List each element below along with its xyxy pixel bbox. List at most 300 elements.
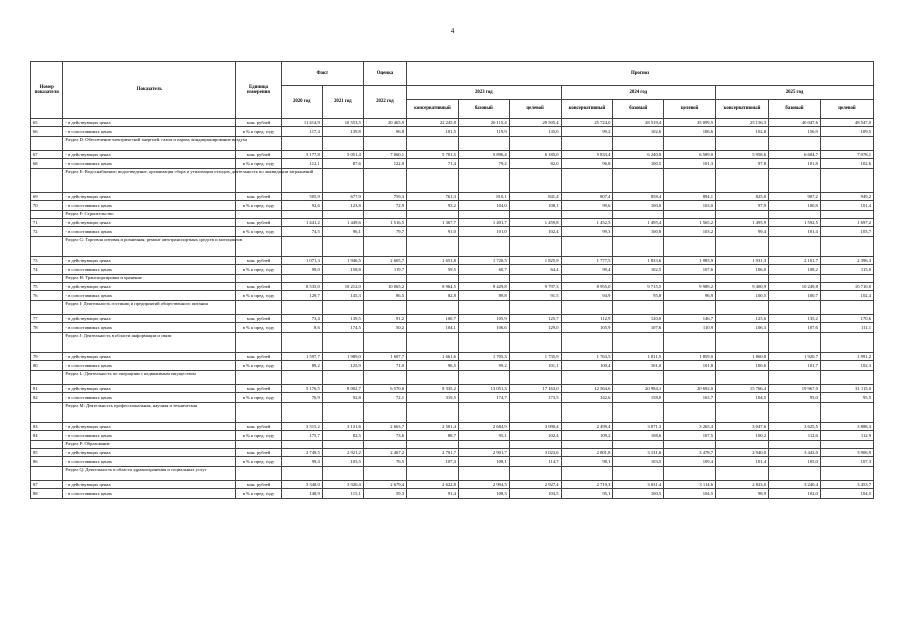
table-row	[31, 265, 874, 275]
value-cell: 122,0	[363, 159, 406, 169]
table-row	[31, 257, 874, 265]
empty-cell	[407, 137, 459, 151]
value-cell: 73,4	[281, 315, 322, 323]
value-cell: 100,8	[613, 227, 664, 237]
unit-cell: в % к пред. году	[236, 323, 281, 333]
value-cell: 3 906,9	[820, 449, 873, 457]
value-cell: 93,2	[407, 201, 459, 211]
value-cell: 10 249,8	[769, 283, 821, 291]
value-cell: 100,2	[716, 431, 769, 441]
value-cell: 1 565,2	[664, 219, 716, 227]
indicator-name: - в действующих ценах	[63, 481, 236, 489]
empty-cell	[322, 441, 363, 449]
unit-cell: млн. рублей	[236, 193, 281, 201]
value-cell: 2 101,7	[769, 257, 821, 265]
empty-cell	[664, 169, 716, 193]
value-cell: 3 071,3	[613, 423, 664, 431]
value-cell: 101,8	[769, 159, 821, 169]
value-cell: 96,8	[561, 159, 613, 169]
unit-cell: млн. рублей	[236, 119, 281, 127]
value-cell: 25 724,0	[561, 119, 613, 127]
value-cell: 96,1	[322, 227, 363, 237]
empty-cell	[458, 441, 509, 449]
value-cell: 120,0	[613, 315, 664, 323]
empty-cell	[236, 467, 281, 481]
value-cell: 106,6	[458, 323, 509, 333]
value-cell: 10 710,0	[820, 283, 873, 291]
unit-cell: в % к пред. году	[236, 393, 281, 403]
empty-cell	[363, 137, 406, 151]
unit-cell: в % к пред. году	[236, 361, 281, 371]
unit-cell: в % к пред. году	[236, 431, 281, 441]
empty-cell	[363, 301, 406, 315]
value-cell: 1 989,0	[322, 353, 363, 361]
value-cell: 505,9	[281, 193, 322, 201]
table-row	[31, 119, 874, 127]
empty-cell	[363, 333, 406, 353]
indicator-name: - в действующих ценах	[63, 219, 236, 227]
empty-cell	[509, 211, 561, 219]
section-title: Раздел P: Образование	[63, 441, 236, 449]
value-cell: 99,4	[281, 457, 322, 467]
value-cell: 9 429,8	[458, 283, 509, 291]
table-row	[31, 423, 874, 431]
empty-cell	[820, 137, 873, 151]
value-cell: 5 177,8	[281, 151, 322, 159]
value-cell: 102,6	[820, 159, 873, 169]
empty-cell	[561, 467, 613, 481]
empty-cell	[458, 237, 509, 257]
table-row	[31, 489, 874, 499]
section-title: Раздел F: Строительство	[63, 211, 236, 219]
section-num-cell	[31, 333, 63, 353]
value-cell: 87,6	[322, 159, 363, 169]
empty-cell	[236, 333, 281, 353]
value-cell: 96,8	[363, 127, 406, 137]
value-cell: 79,2	[458, 159, 509, 169]
header-scenario: базовый	[613, 100, 664, 119]
empty-cell	[407, 169, 459, 193]
value-cell: 7 078,1	[820, 151, 873, 159]
empty-cell	[322, 333, 363, 353]
empty-cell	[716, 403, 769, 423]
empty-cell	[322, 169, 363, 193]
empty-cell	[613, 275, 664, 283]
unit-cell: в % к пред. году	[236, 489, 281, 499]
value-cell: 5 833,4	[561, 151, 613, 159]
value-cell: 100,7	[769, 291, 821, 301]
section-num-cell	[31, 137, 63, 151]
value-cell: 1 777,5	[561, 257, 613, 265]
value-cell: 119,7	[363, 265, 406, 275]
value-cell: 107,6	[769, 323, 821, 333]
row-number: 79	[31, 353, 63, 361]
value-cell: 108,6	[613, 431, 664, 441]
empty-cell	[363, 237, 406, 257]
value-cell: 105,0	[769, 457, 821, 467]
value-cell: 89,8	[458, 291, 509, 301]
indicator-name: - в действующих ценах	[63, 423, 236, 431]
value-cell: 10 212,0	[322, 283, 363, 291]
value-cell: 139,5	[322, 315, 363, 323]
header-year-2021: 2021 год	[322, 86, 363, 119]
row-number: 68	[31, 159, 63, 169]
value-cell: 50,2	[363, 323, 406, 333]
unit-cell: млн. рублей	[236, 385, 281, 393]
value-cell: 97,9	[716, 201, 769, 211]
value-cell: 8 955,0	[561, 283, 613, 291]
empty-cell	[613, 237, 664, 257]
value-cell: 101,4	[820, 201, 873, 211]
value-cell: 170,6	[820, 315, 873, 323]
empty-cell	[322, 467, 363, 481]
empty-cell	[322, 211, 363, 219]
value-cell: 5 896,4	[458, 151, 509, 159]
row-number: 76	[31, 291, 63, 301]
value-cell: 2 663,7	[363, 423, 406, 431]
header-year-2025: 2025 год	[716, 86, 874, 100]
value-cell: 6 604,7	[769, 151, 821, 159]
empty-cell	[458, 137, 509, 151]
empty-cell	[664, 333, 716, 353]
indicator-name: - в действующих ценах	[63, 449, 236, 457]
header-unit: Единица измерения	[236, 62, 281, 119]
value-cell: 135,0	[509, 127, 561, 137]
value-cell: 8 335,2	[407, 385, 459, 393]
value-cell: 100,6	[716, 361, 769, 371]
table-row	[31, 323, 874, 333]
empty-cell	[236, 441, 281, 449]
value-cell: 99,4	[716, 227, 769, 237]
section-title: Раздел M: Деятельность профессиональная, научная и техническая	[63, 403, 236, 423]
value-cell: 91,4	[407, 489, 459, 499]
section-num-cell	[31, 211, 63, 219]
section-title: Раздел L: Деятельность по операциям с недвижимым имуществом	[63, 371, 236, 385]
unit-cell: в % к пред. году	[236, 265, 281, 275]
value-cell: 73,6	[363, 431, 406, 441]
empty-cell	[664, 403, 716, 423]
unit-cell: млн. рублей	[236, 283, 281, 291]
empty-cell	[407, 237, 459, 257]
empty-cell	[820, 467, 873, 481]
value-cell: 125,6	[716, 315, 769, 323]
empty-cell	[407, 275, 459, 283]
empty-cell	[716, 371, 769, 385]
section-num-cell	[31, 467, 63, 481]
empty-cell	[322, 301, 363, 315]
value-cell: 25 156,3	[716, 119, 769, 127]
value-cell: 107,5	[664, 431, 716, 441]
value-cell: 86,5	[363, 291, 406, 301]
value-cell: 9 715,5	[613, 283, 664, 291]
value-cell: 6 185,0	[509, 151, 561, 159]
value-cell: 99,2	[561, 127, 613, 137]
empty-cell	[664, 137, 716, 151]
empty-cell	[407, 441, 459, 449]
value-cell: 174,7	[458, 393, 509, 403]
empty-cell	[322, 137, 363, 151]
value-cell: 13 051,3	[458, 385, 509, 393]
value-cell: 5 176,5	[281, 385, 322, 393]
value-cell: 1 495,9	[716, 219, 769, 227]
value-cell: 59,3	[363, 489, 406, 499]
value-cell: 114,7	[509, 457, 561, 467]
empty-cell	[458, 275, 509, 283]
value-cell: 111,1	[820, 323, 873, 333]
value-cell: 20 465,9	[363, 119, 406, 127]
empty-cell	[613, 301, 664, 315]
value-cell: 15 766,4	[716, 385, 769, 393]
empty-cell	[820, 441, 873, 449]
value-cell: 95,1	[561, 489, 613, 499]
row-number: 83	[31, 423, 63, 431]
value-cell: 95,5	[820, 393, 873, 403]
indicator-name: - в сопоставимых ценах	[63, 323, 236, 333]
empty-cell	[613, 137, 664, 151]
empty-cell	[281, 237, 322, 257]
section-row	[31, 137, 874, 151]
unit-cell: в % к пред. году	[236, 201, 281, 211]
value-cell: 98,9	[716, 489, 769, 499]
empty-cell	[407, 333, 459, 353]
empty-cell	[236, 211, 281, 219]
empty-cell	[281, 371, 322, 385]
indicator-name: - в действующих ценах	[63, 315, 236, 323]
value-cell: 71,4	[407, 159, 459, 169]
value-cell: 3 315,2	[281, 423, 322, 431]
value-cell: 112,6	[769, 431, 821, 441]
value-cell: 8 535,0	[281, 283, 322, 291]
value-cell: 825,0	[716, 193, 769, 201]
value-cell: 100,5	[613, 489, 664, 499]
value-cell: 1 516,5	[363, 219, 406, 227]
value-cell: 20 692,0	[664, 385, 716, 393]
indicator-name: - в действующих ценах	[63, 151, 236, 159]
table-row	[31, 393, 874, 403]
empty-cell	[561, 371, 613, 385]
value-cell: 2 940,0	[716, 449, 769, 457]
empty-cell	[281, 403, 322, 423]
value-cell: 109,2	[561, 431, 613, 441]
empty-cell	[458, 467, 509, 481]
indicator-name: - в сопоставимых ценах	[63, 265, 236, 275]
header-scenario: консервативный	[407, 100, 459, 119]
indicator-name: - в действующих ценах	[63, 385, 236, 393]
value-cell: 28 519,4	[613, 119, 664, 127]
table-row	[31, 159, 874, 169]
value-cell: 5 958,6	[716, 151, 769, 159]
value-cell: 106,6	[664, 127, 716, 137]
value-cell: 96,5	[407, 361, 459, 371]
value-cell: 8 002,7	[322, 385, 363, 393]
value-cell: 129,7	[281, 291, 322, 301]
value-cell: 148,9	[281, 489, 322, 499]
value-cell: 100,8	[769, 201, 821, 211]
value-cell: 1 495,4	[613, 219, 664, 227]
value-cell: 107,6	[664, 265, 716, 275]
empty-cell	[769, 441, 821, 449]
section-num-cell	[31, 169, 63, 193]
value-cell: 22 245,8	[407, 119, 459, 127]
value-cell: 125,7	[509, 315, 561, 323]
section-title: Раздел G: Торговля оптовая и розничная; ремонт автотранспортных средств и мотоциклов	[63, 237, 236, 257]
forecast-table	[30, 61, 874, 499]
value-cell: 3 131,6	[613, 449, 664, 457]
empty-cell	[664, 211, 716, 219]
value-cell: 89,2	[281, 361, 322, 371]
empty-cell	[769, 211, 821, 219]
header-scenario: целевой	[664, 100, 716, 119]
value-cell: 3 090,4	[509, 423, 561, 431]
value-cell: 92,6	[281, 201, 322, 211]
value-cell: 8,6	[281, 323, 322, 333]
page-number: 4	[450, 27, 455, 35]
value-cell: 2 622,8	[407, 481, 459, 489]
section-num-cell	[31, 237, 63, 257]
value-cell: 103,2	[664, 227, 716, 237]
row-number: 69	[31, 193, 63, 201]
value-cell: 99,3	[561, 227, 613, 237]
value-cell: 100,7	[407, 315, 459, 323]
empty-cell	[664, 467, 716, 481]
value-cell: 142,6	[561, 393, 613, 403]
empty-cell	[458, 211, 509, 219]
value-cell: 97,8	[716, 159, 769, 169]
empty-cell	[769, 467, 821, 481]
empty-cell	[561, 333, 613, 353]
value-cell: 2 396,3	[820, 257, 873, 265]
row-number: 66	[31, 127, 63, 137]
value-cell: 119,9	[458, 127, 509, 137]
empty-cell	[716, 169, 769, 193]
value-cell: 858,4	[613, 193, 664, 201]
section-num-cell	[31, 371, 63, 385]
value-cell: 2 679,4	[363, 481, 406, 489]
value-cell: 3 926,4	[322, 481, 363, 489]
row-number: 72	[31, 227, 63, 237]
indicator-name: - в действующих ценах	[63, 353, 236, 361]
value-cell: 3 265,4	[664, 423, 716, 431]
empty-cell	[281, 137, 322, 151]
header-scenario: базовый	[458, 100, 509, 119]
value-cell: 1 920,7	[769, 353, 821, 361]
value-cell: 1 071,3	[281, 257, 322, 265]
empty-cell	[458, 333, 509, 353]
value-cell: 17 163,0	[509, 385, 561, 393]
value-cell: 1 859,0	[664, 353, 716, 361]
empty-cell	[613, 467, 664, 481]
table-row	[31, 481, 874, 489]
value-cell: 7 060,1	[363, 151, 406, 159]
value-cell: 2 467,2	[363, 449, 406, 457]
section-row	[31, 275, 874, 283]
empty-cell	[613, 441, 664, 449]
value-cell: 1 651,8	[407, 257, 459, 265]
indicator-name: - в сопоставимых ценах	[63, 291, 236, 301]
table-row	[31, 151, 874, 159]
empty-cell	[363, 211, 406, 219]
table-row	[31, 385, 874, 393]
value-cell: 677,9	[322, 193, 363, 201]
value-cell: 108,1	[458, 457, 509, 467]
value-cell: 2 605,7	[363, 257, 406, 265]
indicator-name: - в сопоставимых ценах	[63, 431, 236, 441]
value-cell: 129,0	[509, 323, 561, 333]
value-cell: 2 801,8	[561, 449, 613, 457]
empty-cell	[716, 237, 769, 257]
value-cell: 99,2	[458, 361, 509, 371]
value-cell: 109,4	[664, 457, 716, 467]
value-cell: 1 825,9	[509, 257, 561, 265]
value-cell: 894,1	[664, 193, 716, 201]
value-cell: 3 240,4	[769, 481, 821, 489]
value-cell: 104,0	[458, 201, 509, 211]
value-cell: 1 735,9	[509, 353, 561, 361]
value-cell: 95,1	[458, 431, 509, 441]
empty-cell	[664, 275, 716, 283]
empty-cell	[509, 301, 561, 315]
value-cell: 107,3	[820, 457, 873, 467]
table-row	[31, 283, 874, 291]
unit-cell: млн. рублей	[236, 481, 281, 489]
empty-cell	[613, 169, 664, 193]
row-number: 85	[31, 449, 63, 457]
indicator-name: - в действующих ценах	[63, 193, 236, 201]
empty-cell	[613, 211, 664, 219]
section-num-cell	[31, 403, 63, 423]
unit-cell: млн. рублей	[236, 423, 281, 431]
section-row	[31, 333, 874, 353]
value-cell: 3 031,4	[613, 481, 664, 489]
section-row	[31, 211, 874, 219]
empty-cell	[716, 211, 769, 219]
unit-cell: млн. рублей	[236, 449, 281, 457]
empty-cell	[458, 403, 509, 423]
empty-cell	[820, 403, 873, 423]
unit-cell: в % к пред. году	[236, 127, 281, 137]
value-cell: 2 701,7	[407, 449, 459, 457]
value-cell: 1 367,7	[407, 219, 459, 227]
header-year-2024: 2024 год	[561, 86, 716, 100]
empty-cell	[820, 301, 873, 315]
value-cell: 104,5	[664, 489, 716, 499]
value-cell: 26 115,4	[458, 119, 509, 127]
table-row	[31, 431, 874, 441]
empty-cell	[509, 403, 561, 423]
value-cell: 810,1	[458, 193, 509, 201]
empty-cell	[458, 371, 509, 385]
row-number: 82	[31, 393, 63, 403]
row-number: 86	[31, 457, 63, 467]
value-cell: 103,5	[613, 457, 664, 467]
indicator-name: - в сопоставимых ценах	[63, 227, 236, 237]
value-cell: 35 099,5	[664, 119, 716, 127]
empty-cell	[281, 301, 322, 315]
section-row	[31, 467, 874, 481]
empty-cell	[407, 371, 459, 385]
row-number: 71	[31, 219, 63, 227]
value-cell: 841,4	[509, 193, 561, 201]
empty-cell	[820, 237, 873, 257]
empty-cell	[281, 211, 322, 219]
table-row	[31, 127, 874, 137]
empty-cell	[716, 275, 769, 283]
value-cell: 759,3	[363, 193, 406, 201]
empty-cell	[458, 169, 509, 193]
empty-cell	[820, 275, 873, 283]
empty-cell	[236, 371, 281, 385]
value-cell: 1 592,5	[769, 219, 821, 227]
